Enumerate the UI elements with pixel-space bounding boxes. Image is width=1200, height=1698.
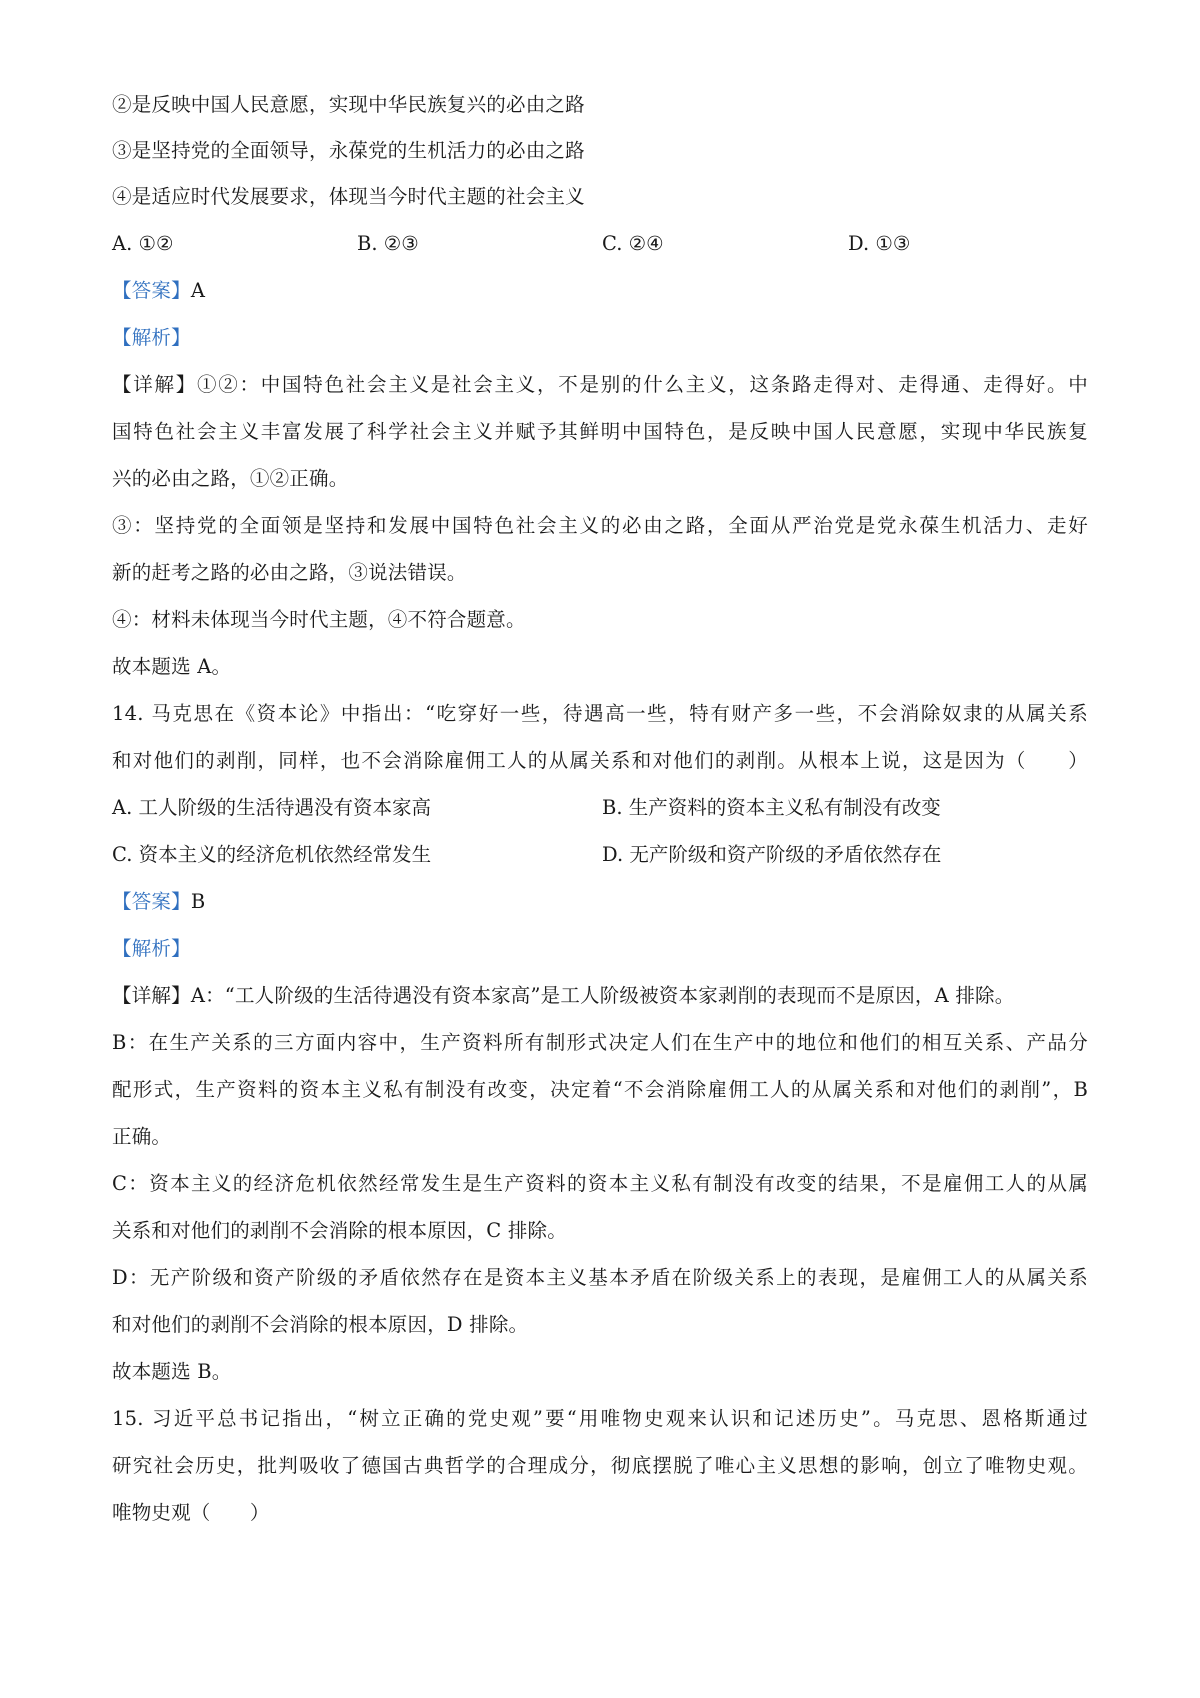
q14-answer — [112, 888, 205, 916]
q13-option-d: D. ①③ — [848, 232, 911, 255]
q14-detail-line-7: D：无产阶级和资产阶级的矛盾依然存在是资本主义基本矛盾在阶级关系上的表现，是雇佣工人的从属关系 — [112, 1266, 1088, 1289]
q13-statement-2: ②是反映中国人民意愿，实现中华民族复兴的必由之路 — [112, 93, 585, 116]
q13-conclusion: 故本题选 A。 — [112, 655, 232, 678]
q14-detail-line-3: 配形式，生产资料的资本主义私有制没有改变，决定着“不会消除雇佣工人的从属关系和对他们的剥削”，B — [112, 1078, 1088, 1101]
detail-tag: 【详解】 — [112, 984, 191, 1007]
q13-statement-3: ③是坚持党的全面领导，永葆党的生机活力的必由之路 — [112, 139, 585, 162]
q14-detail-line-1 — [112, 982, 1014, 1010]
analysis-tag: 【解析】 — [112, 937, 191, 960]
q14-option-d: D. 无产阶级和资产阶级的矛盾依然存在 — [602, 843, 942, 866]
q15-stem-line-2: 研究社会历史，批判吸收了德国古典哲学的合理成分，彻底摆脱了唯心主义思想的影响，创立了唯物史观。 — [112, 1454, 1088, 1477]
q14-detail-line-4: 正确。 — [112, 1125, 172, 1148]
q14-option-b: B. 生产资料的资本主义私有制没有改变 — [602, 796, 941, 819]
q13-option-c: C. ②④ — [602, 232, 664, 255]
answer-tag: 【答案】 — [112, 279, 191, 302]
analysis-tag: 【解析】 — [112, 326, 191, 349]
q15-stem-line-1: 15. 习近平总书记指出，“树立正确的党史观”要“用唯物史观来认识和记述历史”。马克思、恩格斯通过 — [112, 1407, 1088, 1430]
q13-option-b: B. ②③ — [357, 232, 419, 255]
q13-detail-line-5: 新的赶考之路的必由之路，③说法错误。 — [112, 561, 467, 584]
detail-text: A：“工人阶级的生活待遇没有资本家高”是工人阶级被资本家剥削的表现而不是原因，A 排除。 — [190, 984, 1015, 1007]
detail-tag: 【详解】 — [112, 373, 198, 396]
q14-conclusion: 故本题选 B。 — [112, 1360, 232, 1383]
q14-detail-line-6: 关系和对他们的剥削不会消除的根本原因，C 排除。 — [112, 1219, 567, 1242]
q14-detail-line-2: B：在生产关系的三方面内容中，生产资料所有制形式决定人们在生产中的地位和他们的相互关系、产品分 — [112, 1031, 1088, 1054]
q13-answer — [112, 277, 205, 305]
q13-option-a: A. ①② — [112, 232, 174, 255]
q14-stem-line-2: 和对他们的剥削，同样，也不会消除雇佣工人的从属关系和对他们的剥削。从根本上说，这是因为（ ） — [112, 749, 1088, 772]
q14-detail-line-5: C：资本主义的经济危机依然经常发生是生产资料的资本主义私有制没有改变的结果，不是雇佣工人的从属 — [112, 1172, 1088, 1195]
q13-detail-line-1 — [112, 371, 1088, 399]
q13-detail-line-3: 兴的必由之路，①②正确。 — [112, 467, 349, 490]
answer-value: B — [190, 890, 206, 913]
q13-statement-4: ④是适应时代发展要求，体现当今时代主题的社会主义 — [112, 185, 585, 208]
q14-option-c: C. 资本主义的经济危机依然经常发生 — [112, 843, 432, 866]
q13-detail-line-6: ④：材料未体现当今时代主题，④不符合题意。 — [112, 608, 526, 631]
detail-text: ①②：中国特色社会主义是社会主义，不是别的什么主义，这条路走得对、走得通、走得好。中 — [197, 373, 1088, 396]
answer-tag: 【答案】 — [112, 890, 191, 913]
answer-value: A — [190, 279, 206, 302]
q14-detail-line-8: 和对他们的剥削不会消除的根本原因，D 排除。 — [112, 1313, 529, 1336]
q13-detail-line-2: 国特色社会主义丰富发展了科学社会主义并赋予其鲜明中国特色，是反映中国人民意愿，实现中华民族复 — [112, 420, 1088, 443]
q14-stem-line-1: 14. 马克思在《资本论》中指出：“吃穿好一些，待遇高一些，特有财产多一些，不会消除奴隶的从属关系 — [112, 702, 1088, 725]
q13-detail-line-4: ③：坚持党的全面领是坚持和发展中国特色社会主义的必由之路，全面从严治党是党永葆生机活力、走好 — [112, 514, 1088, 537]
q13-analysis — [112, 324, 191, 352]
q14-analysis — [112, 935, 191, 963]
q14-option-a: A. 工人阶级的生活待遇没有资本家高 — [112, 796, 431, 819]
q15-stem-line-3: 唯物史观（ ） — [112, 1501, 270, 1524]
